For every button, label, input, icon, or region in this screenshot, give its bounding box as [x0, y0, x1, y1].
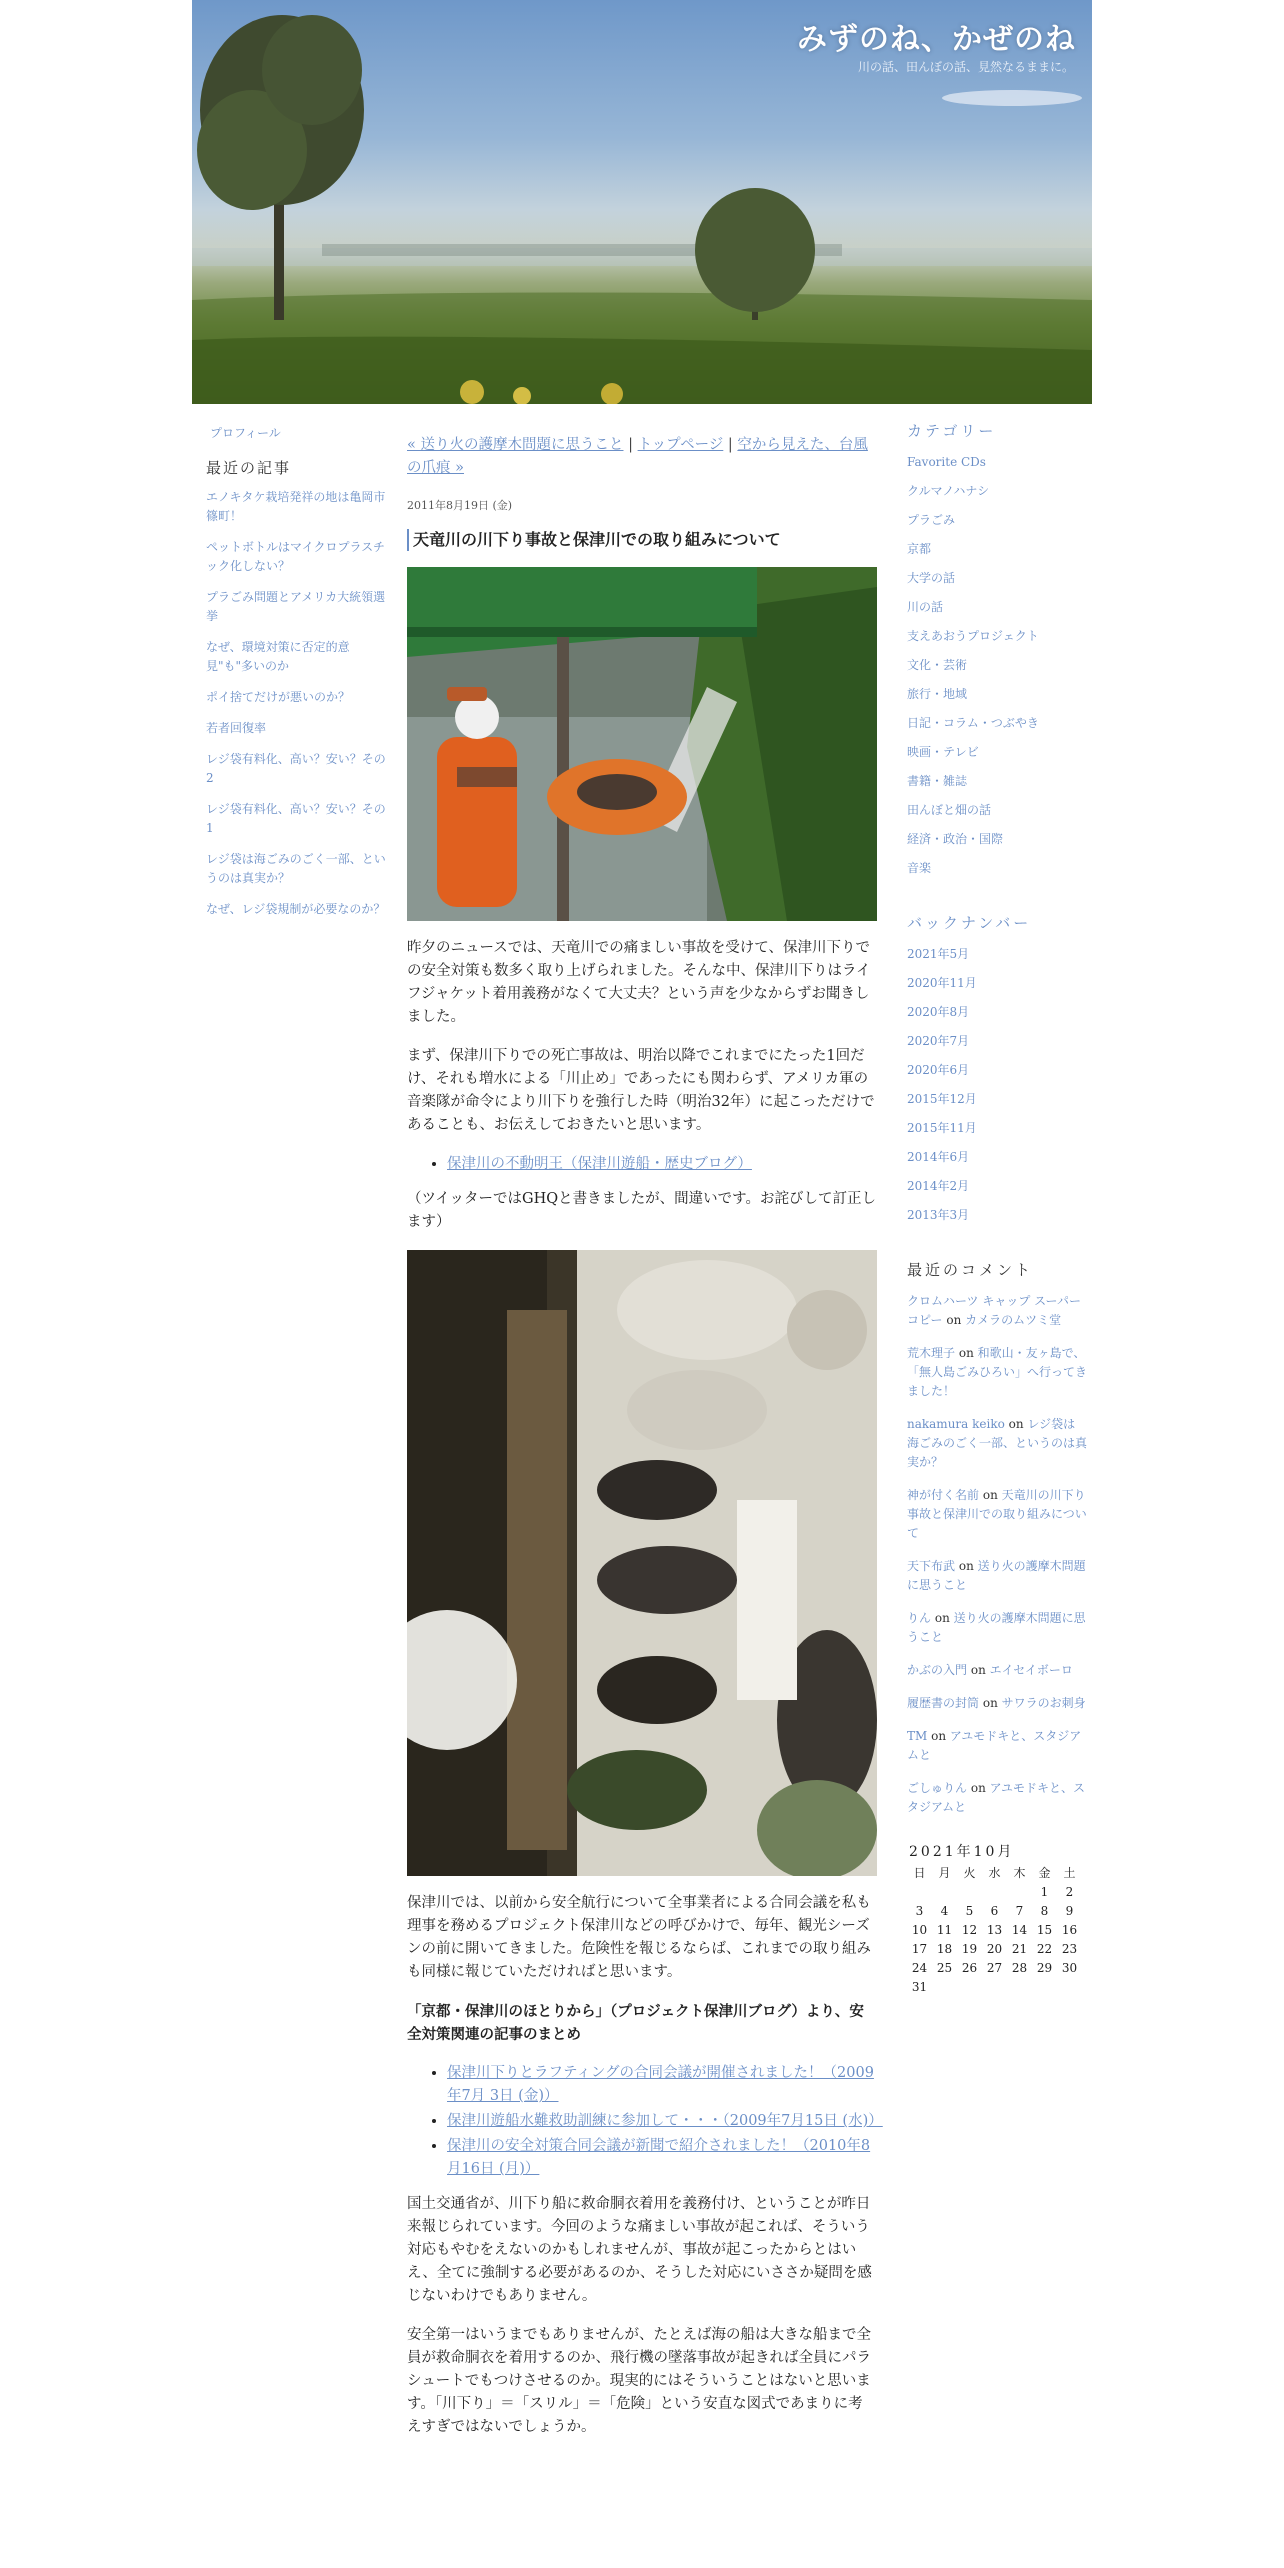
header-banner — [192, 0, 1092, 404]
next-post-link[interactable]: 空から見えた、台風の爪痕 » — [407, 437, 868, 476]
category-link[interactable]: 大学の話 — [907, 571, 956, 585]
comment-on-text: on — [934, 1611, 950, 1625]
comment-post-link[interactable]: 天竜川の川下り事故と保津川での取り組みについて — [907, 1488, 1087, 1540]
calendar-day: 16 — [1061, 1922, 1078, 1937]
backnumber-link[interactable]: 2020年6月 — [907, 1063, 970, 1077]
backnumber-item — [907, 1061, 1087, 1090]
recent-post-link[interactable]: 若者回復率 — [206, 721, 267, 735]
recent-post-item — [206, 750, 386, 788]
calendar-day: 27 — [986, 1960, 1003, 1975]
recent-post-link[interactable]: ペットボトルはマイクロプラスチック化しない？ — [206, 540, 385, 573]
recent-post-item — [206, 538, 386, 576]
nav-separator: | — [623, 437, 638, 453]
category-item — [907, 511, 1087, 540]
recent-post-link[interactable]: レジ袋有料化、高い？安い？その2 — [206, 752, 386, 785]
backnumber-link[interactable]: 2021年5月 — [907, 947, 970, 961]
calendar-day: 24 — [911, 1960, 928, 1975]
calendar-day: 25 — [936, 1960, 953, 1975]
comment-on-text: on — [931, 1729, 947, 1743]
post-title: 天竜川の川下り事故と保津川での取り組みについて — [407, 529, 877, 551]
comment-author-link[interactable]: クロムハーツ キャップ スーパーコピー — [907, 1294, 1081, 1327]
meeting-photo — [407, 1250, 877, 1876]
calendar-day — [907, 1882, 932, 1901]
calendar-day: 8 — [1040, 1903, 1049, 1918]
blog-title[interactable]: みずのね、かぜのね — [797, 22, 1076, 57]
recent-post-link[interactable]: レジ袋有料化、高い？安い？その1 — [206, 802, 386, 835]
category-item — [907, 569, 1087, 598]
post-date: 2011年8月19日 (金) — [407, 499, 513, 512]
category-link[interactable]: 支えあおうプロジェクト — [907, 629, 1039, 643]
backnumber-item — [907, 1003, 1087, 1032]
post-paragraph: （ツイッターではGHQと書きましたが、間違いです。お詫びして訂正します） — [407, 1191, 876, 1230]
backnumber-list — [907, 945, 1087, 1235]
calendar-week-row — [907, 1920, 1082, 1939]
calendar-day: 11 — [936, 1922, 953, 1937]
calendar-day: 18 — [936, 1941, 953, 1956]
category-item — [907, 627, 1087, 656]
calendar-table — [907, 1863, 1082, 1996]
calendar-week-row — [907, 1977, 1082, 1996]
categories-title: カテゴリー — [907, 422, 997, 440]
calendar-day: 17 — [911, 1941, 928, 1956]
comment-item — [907, 1344, 1087, 1401]
category-link[interactable]: クルマノハナシ — [907, 484, 990, 498]
recent-post-link[interactable]: なぜ、レジ袋規制が必要なのか？ — [206, 902, 386, 916]
comment-author-link[interactable]: かぶの入門 — [907, 1663, 968, 1677]
recent-post-link[interactable]: なぜ、環境対策に否定的意見"も"多いのか — [206, 640, 350, 673]
calendar-day — [1032, 1977, 1057, 1996]
calendar-day: 4 — [940, 1903, 949, 1918]
calendar-weekday: 火 — [963, 1866, 976, 1880]
comment-on-text: on — [946, 1313, 962, 1327]
main-content — [407, 434, 883, 2455]
backnumber-link[interactable]: 2015年11月 — [907, 1121, 977, 1135]
category-item — [907, 453, 1087, 482]
backnumber-item — [907, 1119, 1087, 1148]
comment-post-link[interactable]: アユモドキと、スタジアムと — [907, 1729, 1082, 1762]
recent-post-item — [206, 588, 386, 626]
category-item — [907, 685, 1087, 714]
backnumber-link[interactable]: 2013年3月 — [907, 1208, 970, 1222]
calendar-day: 10 — [911, 1922, 928, 1937]
recent-posts-list — [206, 488, 386, 919]
calendar-day: 1 — [1040, 1884, 1049, 1899]
categories-list — [907, 453, 1087, 888]
calendar-day: 9 — [1065, 1903, 1074, 1918]
category-item — [907, 772, 1087, 801]
calendar-day: 12 — [961, 1922, 978, 1937]
category-link[interactable]: 旅行・地域 — [907, 687, 968, 701]
calendar-day: 21 — [1011, 1941, 1028, 1956]
comment-item — [907, 1779, 1087, 1817]
category-link[interactable]: 書籍・雑誌 — [907, 774, 968, 788]
comment-post-link[interactable]: サワラのお刺身 — [1001, 1696, 1086, 1710]
calendar-weekday: 月 — [938, 1866, 951, 1880]
calendar-weekday-row — [907, 1863, 1082, 1882]
calendar-day: 7 — [1015, 1903, 1024, 1918]
category-item — [907, 598, 1087, 627]
calendar-day: 2 — [1065, 1884, 1074, 1899]
calendar-day: 20 — [986, 1941, 1003, 1956]
right-sidebar — [907, 420, 1087, 1996]
post-paragraph: 国土交通省が、川下り船に救命胴衣着用を義務付け、ということが昨日来報じられています。今回のような痛ましい事故が起これば、そういう対応もやむをえないのかもしれませんが、事故が起こったからとはいえ、全てに強制する必要があるのか、そうした対応にいささか疑問を感じないわけでもありません。 — [407, 2196, 872, 2304]
comment-author-link[interactable]: TM — [907, 1729, 928, 1743]
backnumber-item — [907, 1148, 1087, 1177]
backnumber-item — [907, 945, 1087, 974]
calendar-week-row — [907, 1958, 1082, 1977]
reference-link[interactable]: 保津川の不動明王（保津川遊船・歴史ブログ） — [447, 1156, 752, 1172]
comment-on-text: on — [982, 1488, 998, 1502]
recent-post-item — [206, 850, 386, 888]
calendar-day: 23 — [1061, 1941, 1078, 1956]
recent-post-item — [206, 638, 386, 676]
recent-comments-list — [907, 1292, 1087, 1817]
comment-author-link[interactable]: 天下布武 — [907, 1559, 956, 1573]
recent-post-item — [206, 488, 386, 526]
backnumber-item — [907, 1090, 1087, 1119]
backnumber-item — [907, 1206, 1087, 1235]
calendar-day: 14 — [1011, 1922, 1028, 1937]
backnumber-link[interactable]: 2020年11月 — [907, 976, 977, 990]
category-link[interactable]: 日記・コラム・つぶやき — [907, 716, 1039, 730]
category-link[interactable]: 音楽 — [907, 861, 932, 875]
prev-post-link[interactable]: « 送り火の護摩木問題に思うこと — [407, 437, 624, 453]
calendar-day: 29 — [1036, 1960, 1053, 1975]
top-page-link[interactable]: トップページ — [637, 437, 724, 453]
calendar-week-row — [907, 1939, 1082, 1958]
recent-posts-title: 最近の記事 — [206, 459, 292, 477]
post-body — [407, 937, 883, 2439]
calendar-day: 30 — [1061, 1960, 1078, 1975]
related-article-link[interactable]: 保津川遊船水難救助訓練に参加して・・・（2009年7月15日 (水)） — [447, 2113, 883, 2129]
calendar-weekday: 日 — [913, 1866, 926, 1880]
comment-item — [907, 1609, 1087, 1647]
calendar-day — [1057, 1977, 1082, 1996]
post-paragraph: 保津川では、以前から安全航行について全事業者による合同会議を私も理事を務めるプロジェクト保津川などの呼びかけで、毎年、観光シーズンの前に開いてきました。危険性を報じるならば、これまでの取り組みも同様に報じていただければと思います。 — [407, 1895, 871, 1980]
comment-post-link[interactable]: アユモドキと、スタジアムと — [907, 1781, 1086, 1814]
comment-on-text: on — [958, 1559, 974, 1573]
related-articles-heading: 「京都・保津川のほとりから」（プロジェクト保津川ブログ）より、安全対策関連の記事のまとめ — [407, 2003, 864, 2043]
left-sidebar — [206, 424, 386, 931]
profile-link[interactable]: プロフィール — [210, 426, 281, 440]
category-link[interactable]: 田んぼと畑の話 — [907, 803, 992, 817]
rescue-photo — [407, 567, 877, 921]
category-link[interactable]: プラごみ — [907, 513, 956, 527]
comment-item — [907, 1415, 1087, 1472]
backnumber-link[interactable]: 2020年8月 — [907, 1005, 970, 1019]
post-navigation — [407, 434, 877, 480]
calendar-day — [982, 1977, 1007, 1996]
related-articles-list — [407, 2062, 883, 2181]
calendar-day — [932, 1882, 957, 1901]
calendar-title: 2021年10月 — [909, 1844, 1015, 1860]
calendar-day: 15 — [1036, 1922, 1053, 1937]
recent-comments-title: 最近のコメント — [907, 1261, 1034, 1279]
calendar-week-row — [907, 1882, 1082, 1901]
calendar-weekday: 土 — [1063, 1866, 1076, 1880]
comment-post-link[interactable]: レジ袋は海ごみのごく一部、というのは真実か？ — [907, 1417, 1088, 1469]
comment-post-link[interactable]: カメラのムツミ堂 — [965, 1313, 1062, 1327]
calendar-day — [932, 1977, 957, 1996]
calendar-day: 26 — [961, 1960, 978, 1975]
calendar-day: 6 — [990, 1903, 999, 1918]
calendar-day: 28 — [1011, 1960, 1028, 1975]
related-article-item — [447, 2062, 877, 2108]
calendar-weekday: 木 — [1013, 1866, 1026, 1880]
comment-item — [907, 1727, 1087, 1765]
comment-on-text: on — [982, 1696, 998, 1710]
recent-post-link[interactable]: レジ袋は海ごみのごく一部、というのは真実か？ — [206, 852, 386, 885]
comment-item — [907, 1694, 1087, 1713]
comment-on-text: on — [1008, 1417, 1024, 1431]
comment-author-link[interactable]: ごしゅりん — [907, 1781, 968, 1795]
category-item — [907, 801, 1087, 830]
comment-post-link[interactable]: エイセイボーロ — [989, 1663, 1073, 1677]
comment-item — [907, 1486, 1087, 1543]
related-article-link[interactable]: 保津川下りとラフティングの合同会議が開催されました！（2009年7月 3日 (金)） — [447, 2065, 874, 2104]
calendar-day — [957, 1977, 982, 1996]
recent-post-item — [206, 800, 386, 838]
comment-item — [907, 1292, 1087, 1330]
category-item — [907, 540, 1087, 569]
backnumber-link[interactable]: 2014年6月 — [907, 1150, 970, 1164]
comment-author-link[interactable]: nakamura keiko — [907, 1417, 1005, 1431]
category-link[interactable]: Favorite CDs — [907, 455, 986, 469]
comment-post-link[interactable]: 和歌山・友ヶ島で、「無人島ごみひろい」へ行ってきました！ — [907, 1346, 1088, 1398]
blog-description: 川の話、田んぼの話、見然なるままに。 — [857, 60, 1074, 74]
reference-link-list — [407, 1153, 877, 1176]
backnumber-item — [907, 1177, 1087, 1206]
comment-on-text: on — [958, 1346, 974, 1360]
backnumber-item — [907, 974, 1087, 1003]
recent-post-link[interactable]: エノキタケ栽培発祥の地は亀岡市篠町！ — [206, 490, 386, 523]
reference-item — [447, 1153, 877, 1176]
category-link[interactable]: 経済・政治・国際 — [907, 832, 1004, 846]
related-article-link[interactable]: 保津川の安全対策合同会議が新聞で紹介されました！（2010年8月16日 (月)） — [447, 2138, 871, 2177]
backnumber-link[interactable]: 2014年2月 — [907, 1179, 970, 1193]
backnumber-item — [907, 1032, 1087, 1061]
recent-post-item — [206, 688, 386, 707]
post-paragraph: 昨夕のニュースでは、天竜川での痛ましい事故を受けて、保津川下りでの安全対策も数多く取り上げられました。そんな中、保津川下りはライフジャケット着用義務がなくて大丈夫？という声を少なからずお聞きしました。 — [407, 940, 871, 1025]
calendar-day — [1007, 1882, 1032, 1901]
comment-author-link[interactable]: 履歴書の封筒 — [907, 1696, 980, 1710]
category-link[interactable]: 映画・テレビ — [907, 745, 979, 759]
calendar-day: 3 — [915, 1903, 924, 1918]
category-item — [907, 482, 1087, 511]
post-paragraph: まず、保津川下りでの死亡事故は、明治以降でこれまでにたった1回だけ、それも増水による「川止め」であったにも関わらず、アメリカ軍の音楽隊が命令により川下りを強行した時（明治32年）に起こっただけであることも、お伝えしておきたいと思います。 — [407, 1048, 875, 1133]
recent-post-link[interactable]: ポイ捨てだけが悪いのか？ — [206, 690, 351, 704]
calendar-day: 5 — [965, 1903, 974, 1918]
comment-item — [907, 1557, 1087, 1595]
post-paragraph: 安全第一はいうまでもありませんが、たとえば海の船は大きな船まで全員が救命胴衣を着用するのか、飛行機の墜落事故が起きれば全員にパラシュートでもつけさせるのか。現実的にはそういうことはないと思います。「川下り」＝「スリル」＝「危険」という安直な図式であまりに考えすぎではないでしょうか。 — [407, 2327, 871, 2435]
category-item — [907, 859, 1087, 888]
calendar-day: 31 — [911, 1979, 928, 1994]
category-item — [907, 743, 1087, 772]
calendar-day: 22 — [1036, 1941, 1053, 1956]
related-article-item — [447, 2135, 877, 2181]
recent-post-item — [206, 900, 386, 919]
comment-author-link[interactable]: 荒木理子 — [907, 1346, 956, 1360]
calendar-week-row — [907, 1901, 1082, 1920]
nav-separator: | — [723, 437, 738, 453]
comment-on-text: on — [970, 1781, 986, 1795]
category-link[interactable]: 川の話 — [907, 600, 944, 614]
comment-author-link[interactable]: 神が付く名前 — [907, 1488, 980, 1502]
recent-post-link[interactable]: プラごみ問題とアメリカ大統領選挙 — [206, 590, 386, 623]
comment-post-link[interactable]: 送り火の護摩木問題に思うこと — [907, 1611, 1086, 1644]
category-item — [907, 714, 1087, 743]
related-article-item — [447, 2110, 883, 2133]
category-item — [907, 656, 1087, 685]
category-link[interactable]: 京都 — [907, 542, 932, 556]
comment-author-link[interactable]: りん — [907, 1611, 932, 1625]
blog-container — [192, 0, 1092, 2435]
backnumber-link[interactable]: 2020年7月 — [907, 1034, 970, 1048]
calendar-day: 13 — [986, 1922, 1003, 1937]
backnumber-title: バックナンバー — [907, 914, 1032, 932]
recent-post-item — [206, 719, 386, 738]
calendar-day — [982, 1882, 1007, 1901]
calendar-day: 19 — [961, 1941, 978, 1956]
calendar — [907, 1841, 1087, 1996]
comment-on-text: on — [970, 1663, 986, 1677]
category-item — [907, 830, 1087, 859]
calendar-day — [957, 1882, 982, 1901]
calendar-weekday: 金 — [1038, 1866, 1051, 1880]
calendar-weekday: 水 — [988, 1866, 1001, 1880]
comment-item — [907, 1661, 1087, 1680]
comment-post-link[interactable]: 送り火の護摩木問題に思うこと — [907, 1559, 1086, 1592]
calendar-day — [1007, 1977, 1032, 1996]
category-link[interactable]: 文化・芸術 — [907, 658, 968, 672]
backnumber-link[interactable]: 2015年12月 — [907, 1092, 977, 1106]
